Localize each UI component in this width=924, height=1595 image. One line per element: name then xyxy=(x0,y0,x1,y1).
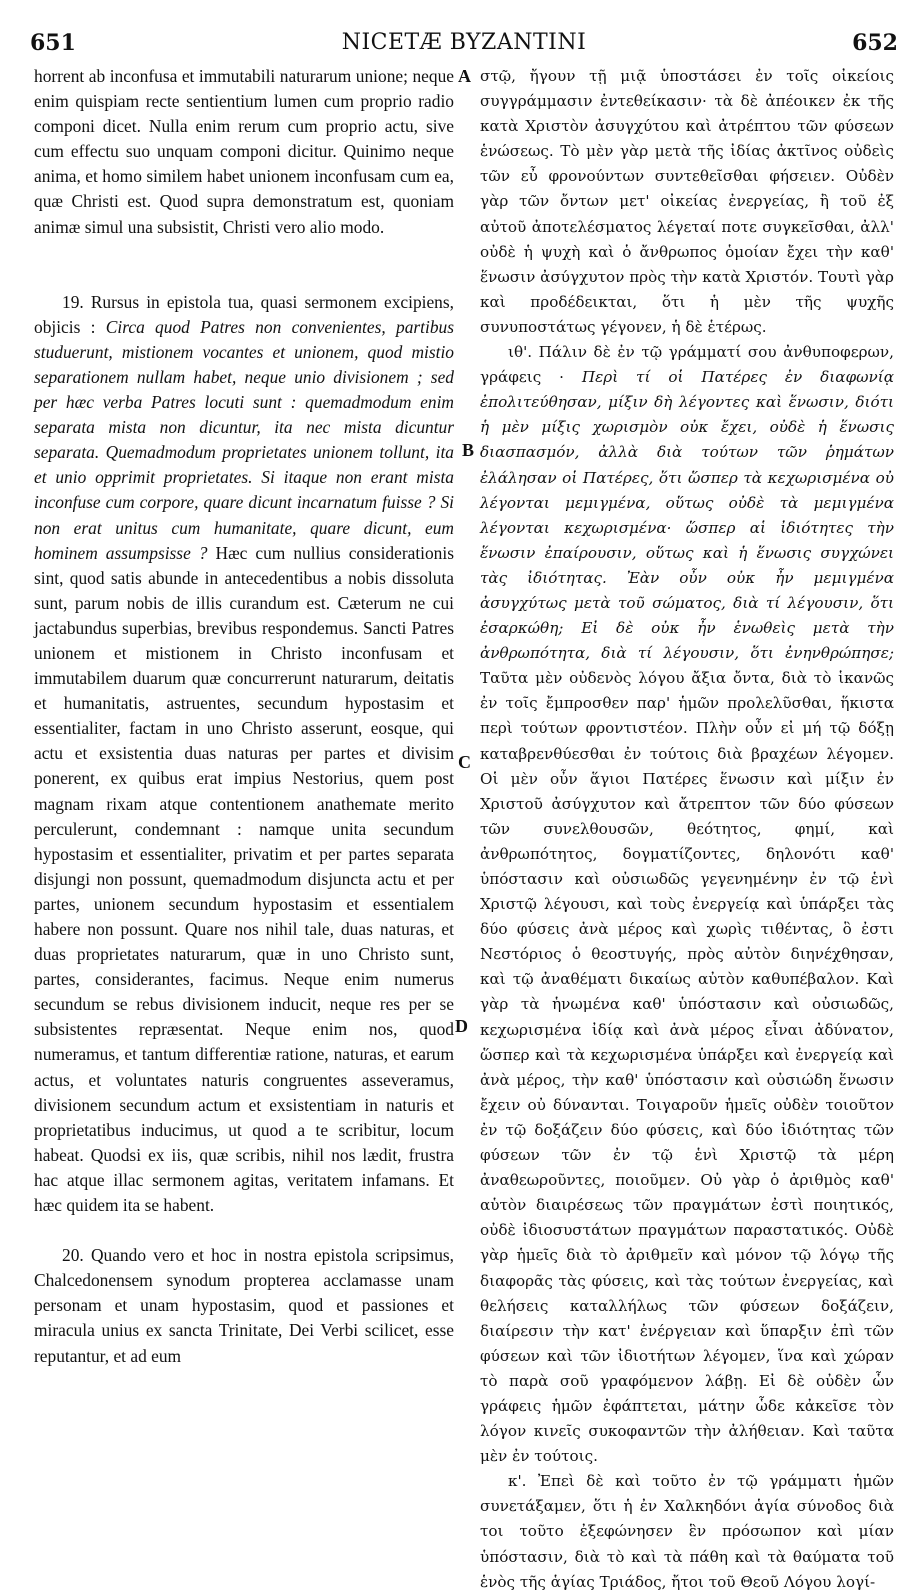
latin-paragraph-20: 20. Quando vero et hoc in nostra epistola scripsimus, Chalcedonensem synodum propterea acclamasse unam personam et unam hypostasim, quod et passiones et miracula unius ex sancta Trinitate, Dei Verbi scilicet, esse reputantur, et ad eum xyxy=(34,1245,454,1366)
latin-p19-quote: Circa quod Patres non convenientes, partibus studuerunt, mistionem vocantes et unionem, quod mistio separationem nullam habet, neque unio divisionem ; sed per hæc verba Patres locuti sunt : quemadmodum enim separata mista non dicuntur, ita nec mista dicuntur separata. Quemadmodum proprietates unionem tollunt, ita et unio opprimit proprietates. Si itaque non erant mista inconfuse cum corpore, quare dicunt incarnatum fuisse ? Si non erat unitus cum humanitate, quare dicunt, eum hominem assumpsisse ? xyxy=(34,316,454,563)
page-number-left: 651 xyxy=(30,30,76,56)
margin-marker-d: D xyxy=(455,1016,468,1036)
greek-p19-quote: Περὶ τί οἱ Πατέρες ἐν διαφωνίᾳ ἐπολιτεύθησαν, μίξιν δὴ λέγοντες καὶ ἕνωσιν, διότι ἡ μὲν μίξις χωρισμὸν οὐκ ἔχει, οὐδὲ ἡ ἕνωσις διασπασμόν, ἀλλὰ διὰ τούτων τῶν ῥημάτων ἐλάλησαν οἱ Πατέρες, ὅτι ὥσπερ τὰ κεχωρισμένα οὐ λέγονται μεμιγμένα, οὕτως οὐδὲ τὰ μεμιγμένα λέγονται κεχωρισμένα· ὥσπερ αἱ ἰδιότητες τὴν ἕνωσιν ἐπαίρουσιν, οὕτως καὶ ἡ ἕνωσις συγχώνει τὰς ἰδιότητας. Ἐὰν οὖν οὐκ ἦν μεμιγμένα ἀσυγχύτως μετὰ τοῦ σώματος, διὰ τί λέγουσιν, ὅτι ἐσαρκώθη; Εἰ δὲ οὐκ ἦν ἑνωθεὶς μετὰ τὴν ἀνθρωπότητα, διὰ τί λέγουσιν, ὅτι ἐνηνθρώπησε; xyxy=(480,368,894,663)
latin-p19-intro: 19. Rursus in epistola tua, quasi sermonem excipiens, objicis : xyxy=(34,291,454,337)
page-number-right: 652 xyxy=(852,30,898,56)
greek-paragraph-20: κ'. Ἐπεὶ δὲ καὶ τοῦτο ἐν τῷ γράμματι ἡμῶν συνετάξαμεν, ὅτι ἡ ἐν Χαλκηδόνι ἁγία σύνοδος διὰ τοι τοῦτο ἐξεφώνησεν ἓν πρόσωπον καὶ μίαν ὑπόστασιν, διὰ τὸ καὶ τὰ πάθη καὶ τὰ θαύματα τοῦ ἑνὸς τῆς ἁγίας Τριάδος, ἤτοι τοῦ Θεοῦ Λόγου λογί- xyxy=(480,1472,894,1591)
margin-marker-b: B xyxy=(462,440,475,460)
greek-paragraph-19 xyxy=(480,340,894,1469)
latin-paragraph-19 xyxy=(34,290,454,1218)
greek-paragraph-1: στῷ, ἤγουν τῇ μιᾷ ὑποστάσει ἐν τοῖς οἰκείοις συγγράμμασιν ἐντεθείκασιν· τὰ δὲ ἀπέοικεν ἐκ τῆς κατὰ Χριστὸν ἀσυγχύτου καὶ ἀτρέπτου τῶν φύσεων ἑνώσεως. Τὸ μὲν γὰρ μετὰ τῆς ἰδίας ἀκτῖνος οὐδεὶς τῶν εὖ φρονούντων συντεθεῖσθαι φήσειεν. Οὐδὲν γὰρ τῶν ὄντων μετ' οἰκείας ἐνεργείας, ἢ τοῦ ἐξ αὐτοῦ ἀποτελέσματος λέγεταί ποτε συγκεῖσθαι, ἀλλ' οὐδὲ ἡ ψυχὴ καὶ ὁ ἄνθρωπος ὁμοίαν ἔχει τὴν καθ' ἕνωσιν ἀσύγχυτον πρὸς τὴν κατὰ Χριστόν. Τουτὶ γὰρ καὶ προδέδεικται, ὅτι ἡ μὲν τῆς ψυχῆς συνυποστάτως γέγονεν, ἡ δὲ ἑτέρως. xyxy=(480,67,894,336)
greek-column xyxy=(480,64,894,1595)
greek-p19-intro: ιθ'. Πάλιν δὲ ἐν τῷ γράμματί σου ἀνθυποφερων, γράφεις · xyxy=(480,343,894,387)
latin-column xyxy=(34,64,454,1369)
page-header xyxy=(30,30,898,60)
running-title: NICETÆ BYZANTINI xyxy=(341,30,587,55)
latin-p19-reply: Hæc cum nullius considerationis sint, quod satis abunde in antecedentibus a nobis dissoluta sunt, parum nobis de illis curandum est. Cæterum ne cui jactabundus superbias, brevibus respondemus. Sancti Patres unionem et mistionem in Christo inconfusam et immutabilem duarum quæ concurrerunt naturarum, deitatis et humanitatis, astruentes, secundum hypostasim et essentialiter, factam in uno Christo asserunt, eosque, qui actu et exsistentia duas naturas per partes et divisim ponerent, ex quibus erat impius Nestorius, quem post magnam rixam atque contentionem anathemate merito perculerunt, condemnant : namque unita secundum hypostasim et essentialiter, privatim et per partes separata disjungi non possunt, quemadmodum disjuncta actu et per partes, unionem secundum hypostasim et essentialem habere non possunt. Quare nos nihil tale, duas naturas, et duas proprietates naturarum, quæ in uno Christo sunt, partes, considerantes, facimus. Neque enim numerus secundum se rebus divisionem inducit, neque res per se subsistentes repræsentat. Neque enim nos, quod numeramus, et tantum differentiæ ratione, naturas, et earum actus, et voluntates naturis congruentes asseveramus, divisionem secundum actum et exsistentiam in naturis et proprietatibus inducimus, ut quod a te scribitur, locum habeat. Quodsi ex iis, quæ scribis, nihil nos lædit, frustra hac atque illac sermonem agitas, veritatem infamans. Et hæc quidem ita se habent. xyxy=(34,542,454,1216)
greek-p19-reply: Ταῦτα μὲν οὐδενὸς λόγου ἄξια ὄντα, διὰ τὸ ἱκανῶς ἐν τοῖς ἔμπροσθεν παρ' ἡμῶν προλελῦσθαι, ἥκιστα περὶ τούτων φροντιστέον. Πλὴν οὖν εἰ μή τῷ δόξῃ καταβρενθύεσθαι ἐν τούτοις διὰ βραχέων λέγομεν. Οἱ μὲν οὖν ἅγιοι Πατέρες ἕνωσιν καὶ μίξιν ἐν Χριστοῦ ἀσύγχυτον καὶ ἄτρεπτον τῶν δύο φύσεων τῶν συνελθουσῶν, θεότητος, φημί, καὶ ἀνθρωπότητος, δογματίζοντες, δηλονότι καθ' ὑπόστασιν καὶ οὐσιωδῶς γεγενημένην ἐν τῷ ἑνὶ Χριστῷ λέγουσι, καὶ τοὺς ἐνεργείᾳ καὶ ὑπάρξει τὰς δύο φύσεις ἀνὰ μέρος καὶ χωρὶς τιθέντας, ὃ ἐστι Νεστόριος ὁ θεοστυγής, πρὸς αὐτὸν διηνέχθησαν, καὶ τῷ ἀναθέματι δικαίως αὐτὸν καθυπέβαλον. Καὶ γὰρ τὰ ἡνωμένα καθ' ὑπόστασιν καὶ οὐσιωδῶς, κεχωρισμένα ἰδίᾳ καὶ ἀνὰ μέρος εἶναι ἀδύνατον, ὥσπερ καὶ τὰ κεχωρισμένα ὑπάρξει καὶ ἐνεργείᾳ καὶ ἀνὰ μέρος, τὴν καθ' ὑπόστασιν καὶ οὐσιώδη ἕνωσιν ἔχειν οὐ δύνανται. Τοιγαροῦν ἡμεῖς οὐδὲν τοιοῦτον ἐν τῷ δοξάζειν δύο φύσεις, καὶ δύο ἰδιότητας τῶν φύσεων τῶν ἐν τῷ ἑνὶ Χριστῷ τὰ μέρη ἀναθεωροῦντες, ποιοῦμεν. Οὐ γὰρ ὁ ἀριθμὸς καθ' αὑτὸν διαιρέσεως τῶν πραγμάτων ἐστὶ ποιητικός, οὐδὲ ἰδιοσυστάτων πραγμάτων παραστατικός. Οὐδὲ γὰρ ἡμεῖς διὰ τὸ ἀριθμεῖν καὶ μόνον τῷ λόγῳ τῆς διαφορᾶς τὰς φύσεις, καὶ τὰς τούτων ἐνεργείας, καὶ θελήσεις καταλλήλως τῶν φύσεων δοξάζειν, διαίρεσιν τὴν κατ' ἐνέργειαν καὶ ὕπαρξιν ἐπὶ τῶν φύσεων καὶ τῶν ἰδιοτήτων λέγομεν, ἵνα καὶ χώραν τὸ παρὰ σοῦ γραφόμενον λάβῃ. Εἰ δὲ οὐδὲν ὧν γράφεις ἡμῶν ἐφάπτεται, μάτην ὧδε κἀκεῖσε τὸν λόγον κινεῖς συκοφαντῶν τὴν ἀλήθειαν. Καὶ ταῦτα μὲν ἐν τούτοις. xyxy=(480,669,894,1466)
margin-marker-a: A xyxy=(458,66,471,86)
latin-paragraph-1: horrent ab inconfusa et immutabili naturarum unione; neque enim quispiam recte sentientium lumen cum proprio radio componi dicet. Nulla enim rerum cum proprio actu, sive cum effectu suo unquam componi dicitur. Quinimo neque anima, et homo similem habet unionem inconfusam cum ea, quæ Christi est. Quod supra demonstratum est, quoniam animæ simul una subsistit, Christi vero alio modo. xyxy=(34,66,454,237)
margin-marker-c: C xyxy=(458,752,471,772)
